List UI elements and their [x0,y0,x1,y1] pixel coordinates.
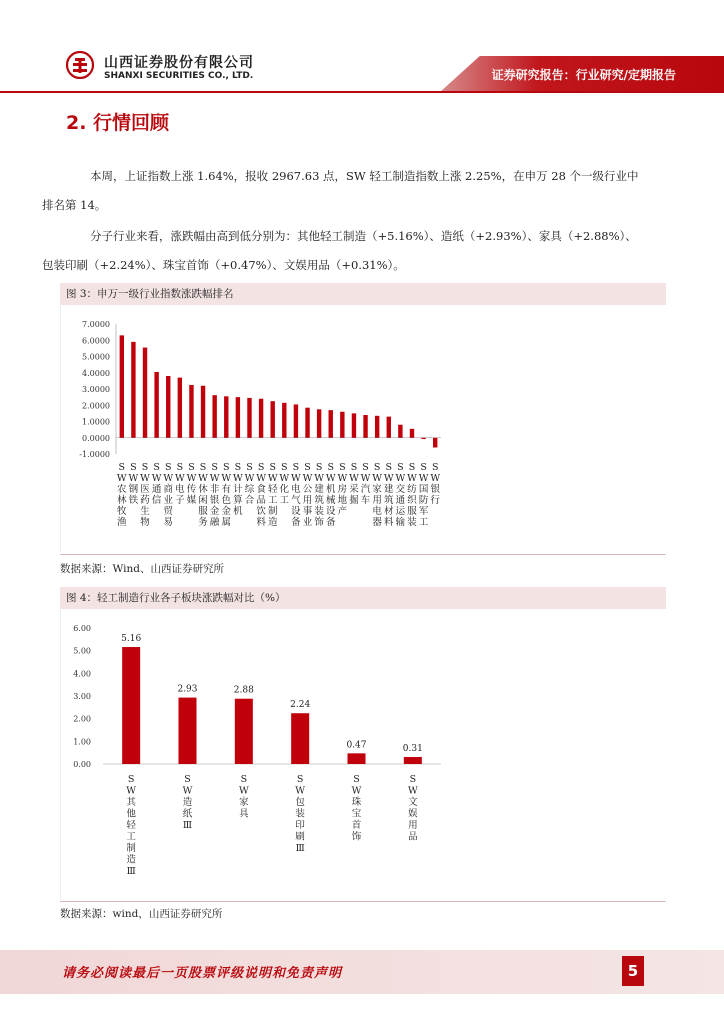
x-tick-label: S [373,462,381,473]
data-label: 2.88 [233,685,254,696]
x-tick-label: W [174,473,185,484]
x-tick-label: 铁 [128,495,139,506]
x-tick-label: 饮 [256,506,266,517]
x-tick-label: 掘 [349,495,359,506]
header-divider [0,91,724,93]
x-tick-label: 装 [407,517,417,528]
x-tick-label: 地 [337,495,348,506]
x-tick-label: 牧 [117,506,127,517]
data-label: 5.16 [121,634,142,645]
x-tick-label: 医 [140,484,150,495]
x-tick-label: 包 [295,797,305,808]
bar [122,647,140,764]
x-tick-label: S [127,774,135,785]
paragraph-2 [42,222,666,280]
y-tick-label: 6.0000 [82,336,110,346]
x-tick-label: 工 [418,517,429,528]
bar [317,409,321,437]
paragraph-2-line-2: 包装印刷（+2.24%）、珠宝首饰（+0.47%）、文娱用品（+0.31%）。 [42,258,405,272]
x-tick-label: 银 [209,495,220,506]
x-tick-label: 属 [221,517,232,528]
x-tick-label: W [383,473,394,484]
x-tick-label: S [350,462,358,473]
x-tick-label: 装 [314,506,324,517]
company-logo [66,51,94,79]
x-tick-label: W [302,473,313,484]
x-tick-label: W [418,473,429,484]
y-tick-label: 3.0000 [82,385,110,394]
x-tick-label: 造 [182,797,193,808]
x-tick-label: 物 [140,517,150,528]
x-tick-label: W [349,473,359,484]
x-tick-label: S [223,462,230,473]
x-tick-label: 纺 [407,484,417,495]
bar [375,416,379,438]
bar [120,335,124,437]
x-tick-label: S [269,462,276,473]
bar [235,699,253,764]
x-tick-label: 传 [186,484,197,495]
x-tick-label: 筑 [314,495,324,506]
x-tick-label: 轻 [267,484,278,495]
x-tick-label: 军 [418,506,429,517]
x-tick-label: 品 [408,831,418,843]
x-tick-label: W [198,473,208,484]
x-tick-label: 具 [239,808,249,820]
x-tick-label: Ⅲ [126,866,136,877]
x-tick-label: 农 [117,484,127,495]
page-number: 5 [622,956,644,986]
bar [348,753,366,764]
x-tick-label: 通 [151,484,162,495]
x-tick-label: W [140,473,150,484]
paragraph-1 [42,162,666,220]
x-tick-label: S [431,462,439,473]
y-tick-label: 4.0000 [82,368,110,378]
industry-ranking-chart [61,306,667,552]
x-tick-label: 电 [175,484,185,495]
x-tick-label: 建 [314,484,324,495]
x-tick-label: Ⅲ [295,843,305,854]
x-tick-label: 制 [267,506,278,517]
figure-3-chart [60,306,666,552]
sub-sector-chart [61,610,667,900]
x-tick-label: S [281,462,288,473]
x-tick-label: 媒 [186,495,197,506]
x-tick-label: 械 [325,495,336,506]
bar [398,425,402,438]
x-tick-label: 娱 [408,808,418,820]
bar [421,438,425,439]
figure-3-source-rule [60,554,666,555]
company-name-en: SHANXI SECURITIES CO., LTD. [104,71,254,81]
bar [154,372,158,438]
y-tick-label: 2.0000 [82,401,110,411]
x-tick-label: 非 [209,484,220,495]
x-tick-label: S [315,462,323,473]
x-tick-label: 产 [337,506,348,517]
data-label: 0.47 [346,740,367,751]
figure-4-caption: 图 4：轻工制造行业各子板块涨跌幅对比（%） [60,587,666,609]
x-tick-label: W [279,473,290,484]
x-tick-label: 子 [175,495,185,506]
x-tick-label: S [188,462,195,473]
x-tick-label: W [360,473,371,484]
x-tick-label: W [209,473,220,484]
x-tick-label: S [211,462,218,473]
bar [247,398,251,438]
y-tick-label: 5.0000 [82,352,110,362]
bar [329,410,333,438]
x-tick-label: 工 [267,495,278,506]
x-tick-label: 造 [126,854,136,866]
x-tick-label: 服 [407,506,417,517]
x-tick-label: 休 [198,484,208,495]
x-tick-label: W [372,473,383,484]
x-tick-label: 轻 [126,820,136,831]
x-tick-label: W [116,473,127,484]
paragraph-2-line-1: 分子行业来看，涨跌幅由高到低分别为：其他轻工制造（+5.16%）、造纸（+2.93%）、家具（+2.88%）、 [90,229,637,243]
x-tick-label: S [339,462,346,473]
x-tick-label: 备 [291,517,301,528]
x-tick-label: 筑 [384,495,394,506]
x-tick-label: 机 [325,484,336,495]
data-label: 0.31 [402,743,423,754]
bar [305,408,309,438]
x-tick-label: 合 [244,495,255,506]
figure-4-source-rule [60,901,666,902]
x-tick-label: 输 [395,517,406,528]
x-tick-label: S [240,774,248,785]
bar [404,757,422,764]
x-tick-label: W [395,473,406,484]
bar [270,401,274,438]
x-tick-label: 化 [279,484,290,495]
bar [387,417,391,438]
bar [363,415,367,438]
bar [236,397,240,438]
bar [282,403,286,438]
x-tick-label: W [128,473,139,484]
x-tick-label: S [199,462,207,473]
x-tick-label: 其 [126,797,136,808]
x-tick-label: 事 [302,506,313,517]
x-tick-label: 造 [267,517,278,528]
paragraph-1-line-1: 本周，上证指数上涨 1.64%，报收 2967.63 点，SW 轻工制造指数上涨 2.25%，在申万 28 个一级行业中 [90,169,639,183]
bar [178,378,182,438]
x-tick-label: S [408,462,416,473]
y-tick-label: 1.0000 [82,417,110,427]
bar [259,399,263,438]
x-tick-label: 色 [221,495,232,506]
x-tick-label: S [176,462,184,473]
x-tick-label: W [325,473,336,484]
x-tick-label: 设 [291,506,301,517]
x-tick-label: S [397,462,404,473]
x-tick-label: 制 [126,843,136,854]
x-tick-label: 饰 [351,831,362,843]
x-tick-label: W [430,473,441,484]
x-tick-label: 药 [140,495,150,506]
x-tick-label: 金 [221,506,232,517]
bar [224,396,228,437]
x-tick-label: W [267,473,278,484]
x-tick-label: 贸 [163,506,173,517]
x-tick-label: W [126,785,137,797]
footer-disclaimer: 请务必阅读最后一页股票评级说明和免责声明 [62,966,343,981]
x-tick-label: 钢 [128,484,139,495]
x-tick-label: W [163,473,174,484]
y-tick-label: 3.00 [73,692,91,701]
x-tick-label: 综 [244,484,255,495]
x-tick-label: 装 [295,808,305,820]
x-tick-label: 务 [198,517,208,528]
x-tick-label: 业 [163,495,173,506]
x-tick-label: 宝 [351,808,362,820]
x-tick-label: W [182,785,193,797]
x-tick-label: S [141,462,149,473]
x-tick-label: 电 [291,484,301,495]
x-tick-label: S [292,462,300,473]
paragraph-1-line-2: 排名第 14。 [42,198,107,212]
x-tick-label: 渔 [117,517,127,528]
x-tick-label: S [153,462,160,473]
x-tick-label: 电 [372,506,382,517]
x-tick-label: 文 [408,797,418,808]
x-tick-label: W [314,473,325,484]
x-tick-label: S [130,462,137,473]
x-tick-label: 行 [430,495,440,506]
x-tick-label: 业 [302,517,313,528]
y-tick-label: 6.00 [73,624,91,633]
x-tick-label: 有 [221,484,232,495]
figure-3-source: 数据来源：Wind、山西证券研究所 [60,563,224,575]
x-tick-label: 运 [395,506,406,517]
x-tick-label: 食 [256,484,266,495]
x-tick-label: 闲 [198,495,208,506]
x-tick-label: S [362,462,369,473]
x-tick-label: 国 [418,484,429,495]
x-tick-label: 印 [295,820,305,831]
x-tick-label: W [407,785,418,797]
bar [433,438,437,448]
bar [131,342,135,438]
x-tick-label: S [118,462,126,473]
x-tick-label: S [246,462,253,473]
page-header [0,0,724,100]
bar [179,698,197,764]
x-tick-label: 材 [384,506,394,517]
x-tick-label: W [256,473,266,484]
x-tick-label: W [151,473,162,484]
x-tick-label: W [232,473,243,484]
x-tick-label: 易 [163,517,173,528]
x-tick-label: 车 [360,495,371,506]
x-tick-label: W [221,473,232,484]
x-tick-label: 家 [239,797,249,808]
x-tick-label: 信 [151,495,162,506]
x-tick-label: 用 [372,495,382,506]
x-tick-label: S [164,462,172,473]
bar [410,429,414,438]
x-tick-label: S [353,774,360,785]
bar [166,376,170,438]
x-tick-label: 银 [430,484,440,495]
y-tick-label: 2.00 [73,714,91,724]
data-label: 2.93 [177,684,198,695]
x-tick-label: 公 [302,484,313,495]
y-tick-label: 4.00 [73,669,91,679]
x-tick-label: S [304,462,311,473]
x-tick-label: 用 [408,820,418,831]
x-tick-label: 工 [279,495,290,506]
x-tick-label: S [234,462,242,473]
x-tick-label: Ⅲ [182,820,193,831]
bar [201,386,205,438]
x-tick-label: 金 [209,506,220,517]
x-tick-label: S [420,462,427,473]
bar [352,413,356,437]
x-tick-label: 料 [256,517,266,528]
x-tick-label: 工 [126,831,136,843]
x-tick-label: 防 [418,495,429,506]
x-tick-label: 纸 [182,808,193,820]
x-tick-label: 用 [302,495,313,506]
x-tick-label: S [385,462,393,473]
x-tick-label: S [184,774,191,785]
y-tick-label: 1.00 [73,737,91,747]
x-tick-label: W [244,473,255,484]
x-tick-label: S [327,462,334,473]
x-tick-label: 机 [233,506,243,517]
x-tick-label: 房 [337,484,348,495]
x-tick-label: 通 [395,495,406,506]
x-tick-label: 家 [372,484,382,495]
x-tick-label: 首 [351,820,362,831]
x-tick-label: 交 [395,484,406,495]
x-tick-label: W [238,785,249,797]
report-type: 证券研究报告：行业研究/定期报告 [491,68,676,82]
bar [143,348,147,438]
figure-4-chart [60,610,666,900]
x-tick-label: 他 [126,808,136,820]
x-tick-label: 饰 [314,517,324,528]
bar [291,713,309,764]
x-tick-label: 品 [256,495,266,506]
x-tick-label: W [407,473,417,484]
data-label: 2.24 [290,700,311,711]
x-tick-label: 刷 [295,831,305,843]
x-tick-label: 算 [233,495,243,506]
y-tick-label: 0.0000 [82,433,110,443]
x-tick-label: W [291,473,301,484]
x-tick-label: 料 [384,517,394,528]
section-title: 2. 行情回顾 [66,112,170,134]
x-tick-label: W [295,785,306,797]
x-tick-label: 计 [233,484,243,495]
bar [294,404,298,437]
x-tick-label: 融 [209,517,220,528]
x-tick-label: S [257,462,265,473]
x-tick-label: 建 [384,484,394,495]
x-tick-label: 服 [198,506,208,517]
x-tick-label: S [409,774,417,785]
figure-4-source: 数据来源：wind，山西证券研究所 [60,908,223,920]
bar [340,412,344,438]
x-tick-label: 织 [407,495,417,506]
x-tick-label: 采 [349,484,359,495]
bar [212,395,216,438]
x-tick-label: W [351,785,362,797]
figure-3-caption: 图 3：申万一级行业指数涨跌幅排名 [60,283,666,305]
x-tick-label: W [186,473,197,484]
y-tick-label: 5.00 [73,646,91,656]
company-name-cn: 山西证券股份有限公司 [104,55,254,71]
x-tick-label: 商 [163,484,173,495]
x-tick-label: 气 [291,495,301,506]
bar [189,385,193,438]
y-tick-label: 7.0000 [82,320,110,329]
x-tick-label: W [337,473,348,484]
x-tick-label: 林 [117,495,127,506]
x-tick-label: 汽 [360,484,371,495]
x-tick-label: 器 [372,517,382,528]
x-tick-label: 珠 [351,797,362,808]
x-tick-label: 生 [140,506,150,517]
y-tick-label: -1.0000 [79,450,110,459]
x-tick-label: 设 [325,506,336,517]
y-tick-label: 0.00 [73,760,91,769]
x-tick-label: S [296,774,304,785]
x-tick-label: 备 [325,517,336,528]
